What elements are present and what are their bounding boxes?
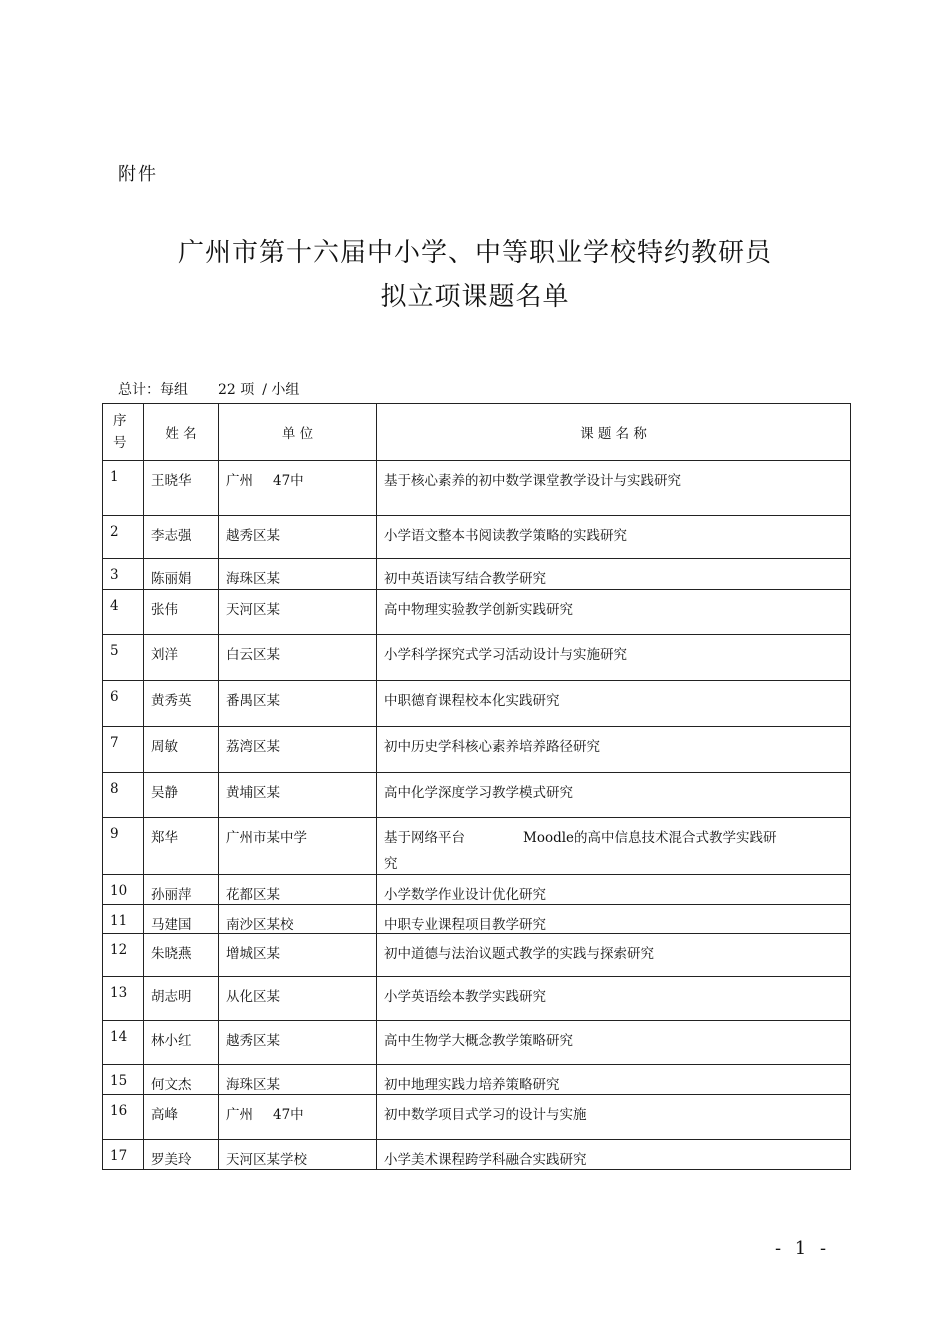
cell-name: 马建国	[144, 905, 219, 934]
document-title-line1: 广州市第十六届中小学、中等职业学校特约教研员	[177, 238, 772, 268]
cell-topic: 高中生物学大概念教学策略研究	[377, 1021, 851, 1065]
cell-topic: 小学美术课程跨学科融合实践研究	[377, 1140, 851, 1170]
cell-topic: 小学语文整本书阅读教学策略的实践研究	[377, 516, 851, 559]
cell-topic: 初中历史学科核心素养培养路径研究	[377, 727, 851, 773]
cell-no: 9	[103, 818, 144, 875]
cell-unit: 番禺区某	[219, 681, 377, 727]
table-row	[103, 635, 851, 681]
cell-no: 13	[103, 977, 144, 1021]
cell-topic: 小学英语绘本教学实践研究	[377, 977, 851, 1021]
cell-no: 1	[103, 461, 144, 516]
table-row	[103, 905, 851, 934]
table-row	[103, 727, 851, 773]
cell-name: 高峰	[144, 1095, 219, 1140]
header-no-text: 序 号	[113, 413, 127, 451]
summary-line	[118, 379, 299, 399]
cell-unit: 花都区某	[219, 875, 377, 905]
cell-no: 15	[103, 1065, 144, 1095]
cell-unit	[219, 461, 377, 516]
cell-no: 10	[103, 875, 144, 905]
cell-unit: 从化区某	[219, 977, 377, 1021]
cell-topic: 小学科学探究式学习活动设计与实施研究	[377, 635, 851, 681]
header-topic: 课 题 名 称	[377, 404, 851, 461]
cell-unit	[219, 1095, 377, 1140]
cell-name: 林小红	[144, 1021, 219, 1065]
cell-name: 张伟	[144, 590, 219, 635]
cell-name: 刘洋	[144, 635, 219, 681]
summary-part2: 22 项	[218, 382, 255, 398]
cell-name: 孙丽萍	[144, 875, 219, 905]
table-row	[103, 590, 851, 635]
table-row	[103, 1140, 851, 1170]
cell-topic	[377, 818, 851, 875]
cell-name: 王晓华	[144, 461, 219, 516]
cell-name: 李志强	[144, 516, 219, 559]
cell-no: 6	[103, 681, 144, 727]
table-header-row	[103, 404, 851, 461]
cell-name: 何文杰	[144, 1065, 219, 1095]
cell-no: 4	[103, 590, 144, 635]
cell-no: 7	[103, 727, 144, 773]
table-row	[103, 681, 851, 727]
cell-name: 陈丽娟	[144, 559, 219, 590]
cell-unit: 天河区某学校	[219, 1140, 377, 1170]
table-row	[103, 934, 851, 977]
cell-no: 17	[103, 1140, 144, 1170]
cell-topic: 初中英语读写结合教学研究	[377, 559, 851, 590]
cell-unit-text: 广州	[226, 473, 253, 489]
header-no	[103, 404, 144, 461]
cell-unit: 海珠区某	[219, 1065, 377, 1095]
cell-topic: 小学数学作业设计优化研究	[377, 875, 851, 905]
cell-unit: 南沙区某校	[219, 905, 377, 934]
cell-unit-text: 广州	[226, 1107, 253, 1123]
cell-topic-part2: Moodle的高中信息技术混合式教学实践研	[523, 830, 777, 846]
table-row	[103, 977, 851, 1021]
cell-unit: 广州市某中学	[219, 818, 377, 875]
document-title-line2: 拟立项课题名单	[380, 282, 570, 312]
project-list-table	[102, 403, 851, 1170]
summary-part3: / 小组	[262, 382, 300, 398]
cell-unit: 黄埔区某	[219, 773, 377, 818]
table-row	[103, 1065, 851, 1095]
cell-topic: 中职德育课程校本化实践研究	[377, 681, 851, 727]
cell-no: 14	[103, 1021, 144, 1065]
table-row	[103, 559, 851, 590]
summary-part1: 总计：每组	[118, 382, 188, 398]
cell-unit: 越秀区某	[219, 1021, 377, 1065]
cell-name: 黄秀英	[144, 681, 219, 727]
cell-topic: 基于核心素养的初中数学课堂教学设计与实践研究	[377, 461, 851, 516]
table-row	[103, 1095, 851, 1140]
cell-unit: 海珠区某	[219, 559, 377, 590]
cell-unit-number: 47中	[273, 1107, 304, 1123]
cell-no: 2	[103, 516, 144, 559]
cell-topic: 初中地理实践力培养策略研究	[377, 1065, 851, 1095]
header-name: 姓 名	[144, 404, 219, 461]
cell-unit: 越秀区某	[219, 516, 377, 559]
cell-unit: 荔湾区某	[219, 727, 377, 773]
cell-no: 8	[103, 773, 144, 818]
cell-no: 3	[103, 559, 144, 590]
cell-topic: 中职专业课程项目教学研究	[377, 905, 851, 934]
table-row	[103, 516, 851, 559]
table-row	[103, 461, 851, 516]
cell-unit: 白云区某	[219, 635, 377, 681]
cell-name: 吴静	[144, 773, 219, 818]
table-row	[103, 875, 851, 905]
cell-topic: 高中物理实验教学创新实践研究	[377, 590, 851, 635]
cell-topic-part1: 基于网络平台	[384, 830, 465, 846]
cell-name: 朱晓燕	[144, 934, 219, 977]
cell-no: 5	[103, 635, 144, 681]
cell-topic-line2: 究	[384, 856, 398, 872]
cell-unit-number: 47中	[273, 473, 304, 489]
table-row	[103, 818, 851, 875]
cell-unit: 天河区某	[219, 590, 377, 635]
cell-name: 胡志明	[144, 977, 219, 1021]
cell-topic: 初中数学项目式学习的设计与实施	[377, 1095, 851, 1140]
cell-topic: 高中化学深度学习教学模式研究	[377, 773, 851, 818]
cell-name: 郑华	[144, 818, 219, 875]
table-row	[103, 773, 851, 818]
cell-name: 罗美玲	[144, 1140, 219, 1170]
cell-no: 12	[103, 934, 144, 977]
cell-unit: 增城区某	[219, 934, 377, 977]
table-row	[103, 1021, 851, 1065]
cell-name: 周敏	[144, 727, 219, 773]
cell-topic: 初中道德与法治议题式教学的实践与探索研究	[377, 934, 851, 977]
annex-label: 附件	[118, 164, 158, 185]
header-unit: 单 位	[219, 404, 377, 461]
page-number: - 1 -	[775, 1238, 831, 1259]
cell-no: 11	[103, 905, 144, 934]
cell-no: 16	[103, 1095, 144, 1140]
